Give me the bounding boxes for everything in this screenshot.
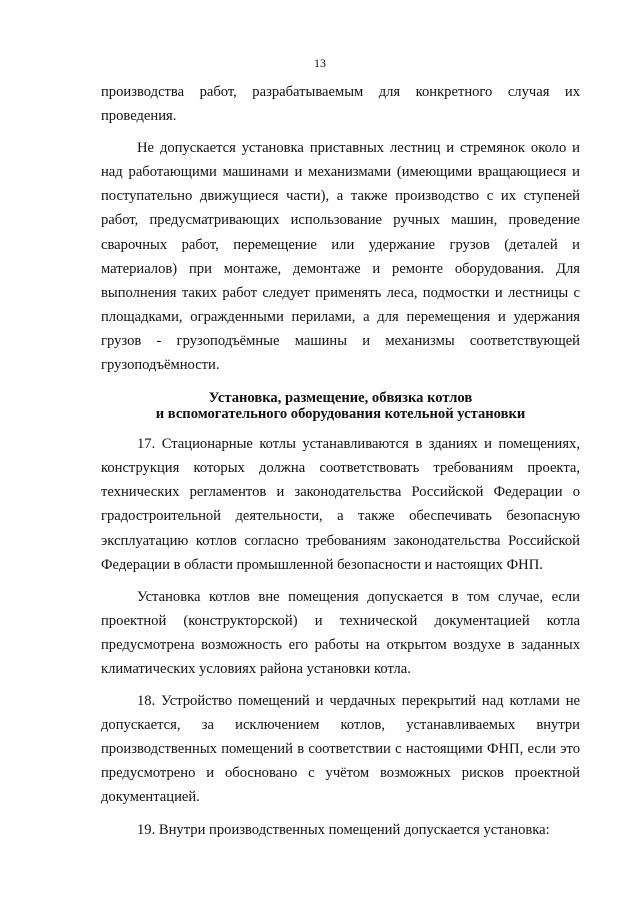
section-heading-line-2: и вспомогательного оборудования котельной установки [155, 406, 526, 423]
paragraph-gap [101, 681, 580, 689]
paragraph-outdoor-installation: Установка котлов вне помещения допускается в том случае, если проектной (конструкторской) и технической документацией котла предусмотрена возможность его работы на открытом воздухе в заданных климатических условиях района установки котла. [101, 588, 580, 677]
paragraph-18: 18. Устройство помещений и чердачных перекрытий над котлами не допускается, за исключением котлов, устанавливаемых внутри производственных помещений в соответствии с настоящими ФНП, если это предусмотрено и обосновано с учётом возможных рисков проектной документацией. [101, 693, 580, 806]
paragraph-gap [101, 577, 580, 585]
paragraph-gap [101, 810, 580, 818]
paragraph-17: 17. Стационарные котлы устанавливаются в зданиях и помещениях, конструкция которых должна соответствовать требованиям проекта, технических регламентов и законодательства Российской Федерации о градостроительной деятельности, а также обеспечивать безопасную эксплуатацию котлов согласно требованиям законодательства Российской Федерации в области промышленной безопасности и настоящих ФНП. [101, 436, 580, 573]
document-body [101, 80, 580, 842]
paragraph-gap [101, 128, 580, 136]
section-heading-line-1: Установка, размещение, обвязка котлов [208, 390, 473, 407]
page-number: 13 [314, 56, 326, 70]
paragraph-continuation: производства работ, разрабатываемым для конкретного случая их проведения. [101, 84, 580, 125]
paragraph-19: 19. Внутри производственных помещений допускается установка: [137, 821, 550, 838]
paragraph-ladders: Не допускается установка приставных лестниц и стремянок около и над работающими машинами и механизмами (имеющими вращающиеся и поступательно движущиеся части), а также производство с их ступеней работ, предусматривающих использование ручных машин, проведение сварочных работ, перемещение или удержание грузов (деталей и материалов) при монтаже, демонтаже и ремонте оборудования. Для выполнения таких работ следует применять леса, подмостки и лестницы с площадками, огражденными перилами, а для перемещения и удержания грузов - грузоподъёмные машины и механизмы соответствующей грузоподъёмности. [101, 140, 580, 374]
section-heading [101, 390, 580, 422]
